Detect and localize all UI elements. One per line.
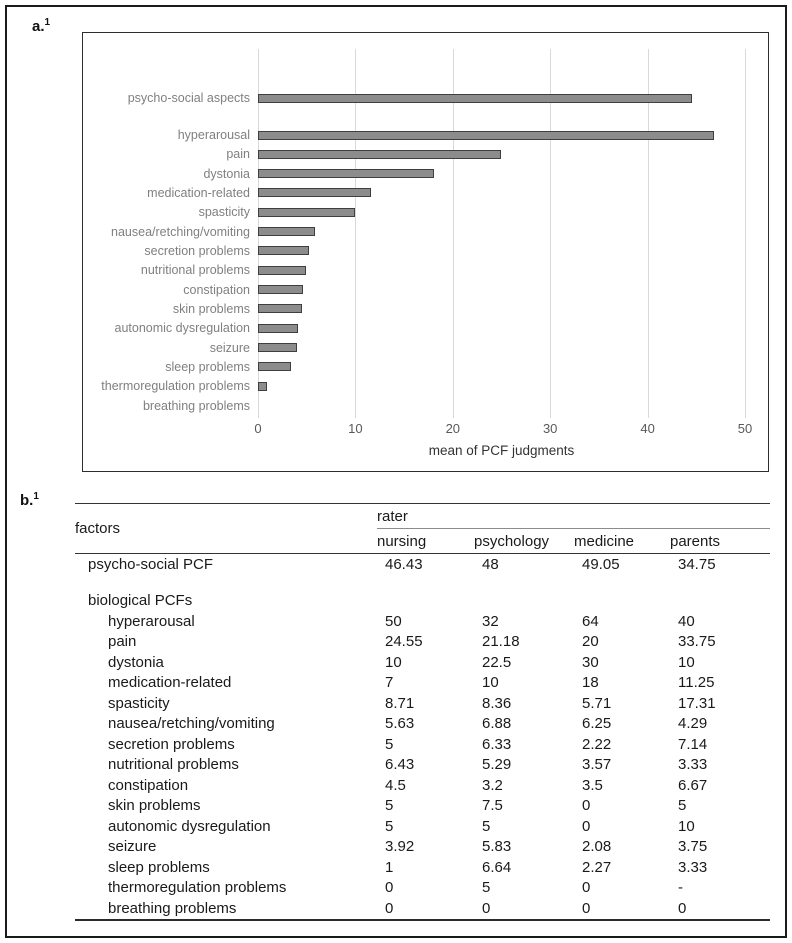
cell-value: 3.2 [482,776,503,794]
cell-value: 5 [482,817,491,835]
row-label: biological PCFs [88,592,193,610]
cell-value: 5 [385,817,394,835]
cell-value: 6.67 [678,776,708,794]
cell-value: 6.43 [385,756,415,774]
bar [258,150,501,159]
category-label: spasticity [198,205,250,220]
row-label: seizure [108,838,157,856]
table-spacer-row [75,575,770,591]
row-label: thermoregulation problems [108,879,287,897]
category-label: sleep problems [165,359,250,374]
bar [258,362,291,371]
cell-value: 3.5 [582,776,603,794]
cell-value: 5 [385,797,394,815]
panel-b-text: b. [20,492,34,509]
cell-value: 22.5 [482,653,512,671]
table-row [75,816,770,837]
cell-value: - [678,879,683,897]
row-label: dystonia [108,653,164,671]
table-header-psychology: psychology [474,529,574,554]
row-label: breathing problems [75,898,377,920]
cell-value: 7 [385,674,394,692]
cell-value: 5 [678,797,687,815]
cell-value: 6.88 [482,715,512,733]
cell-value: 4.29 [678,715,708,733]
cell-value [670,591,770,612]
cell-value: 5 [385,735,394,753]
bar [258,131,714,140]
table-row [75,714,770,735]
cell-value [574,591,670,612]
table-header-rater-group: rater [377,504,770,529]
cell-value: 6.33 [482,735,512,753]
x-tick-label: 10 [348,421,363,436]
cell-value: 5.29 [482,756,512,774]
cell-value [670,575,770,591]
results-table [75,503,770,921]
x-tick-label: 20 [445,421,461,436]
table-row [75,857,770,878]
table-row [75,554,770,575]
table-row [75,796,770,817]
cell-value: 49.05 [582,555,620,573]
cell-value: 18 [582,674,599,692]
bar [258,169,434,178]
cell-value: 21.18 [482,633,520,651]
cell-value: 3.33 [678,858,708,876]
bar [258,227,315,236]
cell-value: 2.27 [582,858,612,876]
panel-a-footnote-marker: 1 [44,17,51,28]
cell-value: 17.31 [678,694,716,712]
cell-value: 0 [582,879,591,897]
row-label: sleep problems [108,858,210,876]
category-label: skin problems [172,301,250,316]
table-row [75,652,770,673]
grid-line [550,49,551,418]
cell-value [377,591,474,612]
cell-value: 64 [582,612,599,630]
row-label: hyperarousal [108,612,195,630]
cell-value: 0 [385,879,394,897]
cell-value: 10 [482,674,499,692]
bar [258,324,298,333]
bar [258,266,306,275]
cell-value: 6.64 [482,858,512,876]
x-axis-title: mean of PCF judgments [428,443,575,458]
cell-value [474,591,574,612]
table-row [75,632,770,653]
cell-value: 33.75 [678,633,716,651]
cell-value: 0 [582,817,591,835]
x-tick-label: 50 [737,421,753,436]
cell-value: 2.08 [582,838,612,856]
x-tick-label: 40 [640,421,655,436]
cell-value: 0 [582,797,591,815]
cell-value: 1 [385,858,394,876]
cell-value: 5.71 [582,694,612,712]
cell-value [377,575,474,591]
x-tick-label: 30 [542,421,558,436]
cell-value [474,575,574,591]
category-label: constipation [183,282,250,297]
x-tick-label: 0 [254,421,262,436]
cell-value: 10 [678,653,695,671]
cell-value: 5 [482,879,491,897]
row-label: skin problems [108,797,201,815]
cell-value: 7.5 [482,797,503,815]
cell-value: 34.75 [678,555,716,573]
cell-value: 20 [582,633,599,651]
results-table-body [75,554,770,920]
cell-value: 48 [482,555,499,573]
row-label: nutritional problems [108,756,239,774]
category-label: thermoregulation problems [101,379,250,394]
row-label [75,575,377,591]
table-header-medicine: medicine [574,529,670,554]
bar [258,188,371,197]
panel-a-label [32,17,50,35]
cell-value: 3.75 [678,838,708,856]
cell-value: 32 [482,612,499,630]
cell-value: 5.63 [385,715,415,733]
cell-value: 3.92 [385,838,415,856]
cell-value: 7.14 [678,735,708,753]
bar [258,208,355,217]
grid-line [453,49,454,418]
bar [258,285,303,294]
grid-line [355,49,356,418]
category-label: hyperarousal [177,128,250,142]
cell-value: 8.71 [385,694,415,712]
cell-value: 50 [385,612,402,630]
table-header-nursing: nursing [377,529,474,554]
category-label: autonomic dysregulation [114,321,250,336]
cell-value: 10 [385,653,402,671]
row-label: autonomic dysregulation [108,817,271,835]
table-row [75,755,770,776]
row-label: psycho-social PCF [88,555,214,573]
cell-value: 6.25 [582,715,612,733]
row-label: spasticity [108,694,170,712]
table-row [75,837,770,858]
table-row [75,693,770,714]
bar [258,343,297,352]
cell-value [574,575,670,591]
cell-value: 8.36 [482,694,512,712]
cell-value: 4.5 [385,776,406,794]
panel-b-footnote-marker: 1 [33,491,39,502]
category-label: secretion problems [144,243,250,258]
table-row [75,775,770,796]
panel-a-text: a. [32,18,45,35]
table-header-factors: factors [75,504,377,554]
cell-value: 0 [474,898,574,920]
bar [258,304,302,313]
cell-value: 11.25 [678,674,715,692]
cell-value: 2.22 [582,735,612,753]
table-header-parents: parents [670,529,770,554]
category-label: nutritional problems [140,263,250,278]
table-row [75,878,770,899]
row-label: constipation [108,776,189,794]
category-label: medication-related [147,185,250,200]
table-row [75,673,770,694]
category-label: dystonia [203,166,250,181]
cell-value: 5.83 [482,838,512,856]
grid-line [648,49,649,418]
bar [258,382,267,391]
cell-value: 40 [678,612,695,630]
category-label: breathing problems [142,398,250,413]
cell-value: 24.55 [385,633,423,651]
bar-chart [82,32,769,472]
cell-value: 3.57 [582,756,612,774]
bar [258,94,692,103]
cell-value: 46.43 [385,555,423,573]
cell-value: 0 [377,898,474,920]
category-label: pain [226,147,250,162]
category-label: psycho-social aspects [127,91,250,105]
cell-value: 10 [678,817,695,835]
table-row [75,611,770,632]
cell-value: 3.33 [678,756,708,774]
row-label: secretion problems [108,735,235,753]
row-label: pain [108,633,137,651]
table-row [75,734,770,755]
cell-value: 0 [574,898,670,920]
row-label: nausea/retching/vomiting [108,715,275,733]
bar [258,246,309,255]
cell-value: 0 [670,898,770,920]
row-label: medication-related [108,674,232,692]
category-label: seizure [209,340,250,355]
grid-line [745,49,746,418]
cell-value: 30 [582,653,599,671]
table-row [75,898,770,920]
table-row [75,591,770,612]
panel-b-label [20,491,39,509]
category-label: nausea/retching/vomiting [111,224,250,239]
